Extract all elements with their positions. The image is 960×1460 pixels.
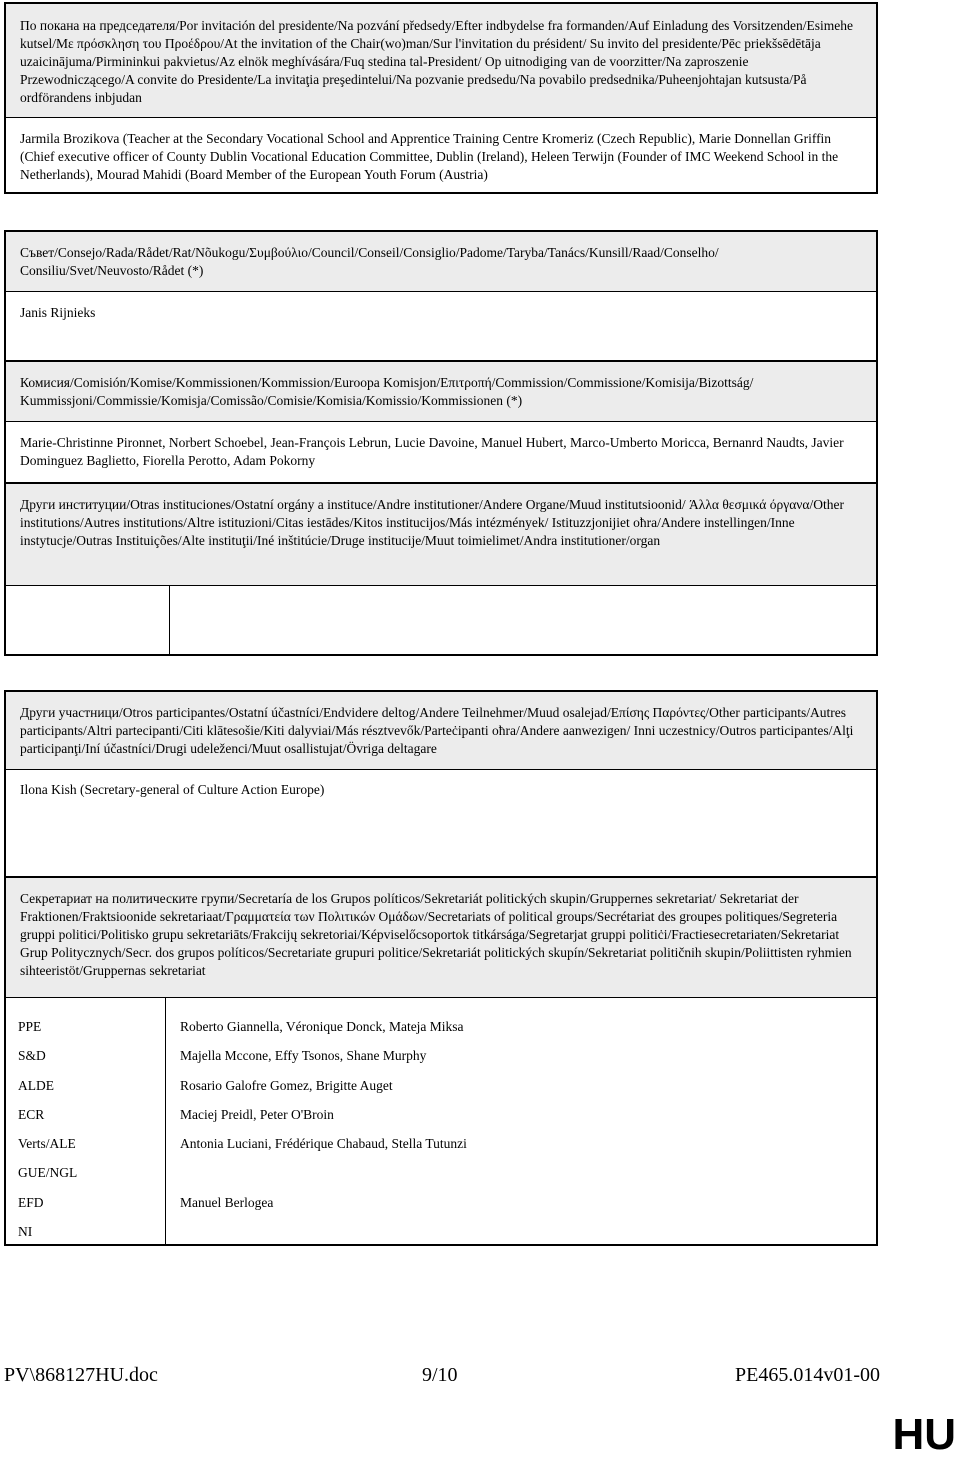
group-members — [180, 1158, 876, 1187]
other-institutions-section — [4, 482, 878, 656]
invitation-content — [6, 118, 876, 196]
other-institutions-right-cell — [170, 586, 876, 656]
group-members — [180, 1217, 876, 1246]
commission-header-text: Комисия/Comisión/Komise/Kommissionen/Kommission/Euroopa Komisjon/Επιτροπή/Commission/Commissione/Komisija/Bizottság/ Kummissjoni/Commissie/Komisja/Comissão/Comisie/Komisia/Komissio/Kommissionen (*) — [20, 375, 754, 408]
council-content — [6, 292, 876, 334]
group-members: Majella Mccone, Effy Tsonos, Shane Murphy — [180, 1048, 427, 1064]
other-institutions-content — [6, 586, 876, 656]
other-institutions-header-text: Други институции/Otras instituciones/Ostatní orgány a instituce/Andre institutioner/Andere Organe/Muud institutsioonid/ Άλλα θεσμικά όργανα/Other institutions/Autres institutions/Altre istituzioni/Citas iestādes/Kitos institucijos/Más intézmények/ Istituzzjonijiet oħra/Andere instellingen/Inne instytucje/Outras Instituições/Alte instituţii/Iné inštitúcie/Druge institucije/Muut toimielimet/Andra institutioner/organ — [20, 497, 844, 548]
group-name: S&D — [18, 1048, 46, 1064]
invitation-header-text: По покана на председателя/Por invitación del presidente/Na pozvání předsedy/Efter indbydelse fra formanden/Auf Einladung des Vorsitzenden/Esimehe kutsel/Με πρόσκληση του Προέδρου/At the invitation of the Chair(wo)man/Sur l'invitation du président/ Su invito del presidente/Pēc priekšsēdētāja uzaicinājuma/Pirmininkui pakvietus/Az elnök meghívására/Fuq stedina tal-President/ Op uitnodiging van de voorzitter/Na zaproszenie Przewodniczącego/A convite do Presidente/La invitaţia preşedintelui/Na pozvanie predsedu/Na povabilo predsednika/Puheenjohtajan kutsusta/På ordförandens inbjudan — [20, 18, 854, 105]
group-name: GUE/NGL — [18, 1165, 78, 1181]
secretariats-section — [4, 876, 878, 1246]
council-header — [6, 232, 876, 292]
secretariats-table — [6, 998, 876, 1244]
group-name: EFD — [18, 1194, 44, 1210]
invitation-section — [4, 2, 878, 194]
council-header-text: Съвет/Consejo/Rada/Rådet/Rat/Nõukogu/Συμβούλιο/Council/Conseil/Consiglio/Padome/Taryba/Tanács/Kunsill/Raad/Conselho/ Consiliu/Svet/Neuvosto/Rådet (*) — [20, 245, 719, 278]
group-name: PPE — [18, 1019, 42, 1034]
invitation-content-text: Jarmila Brozikova (Teacher at the Secondary Vocational School and Apprentice Training Centre Kromeriz (Czech Republic), Marie Donnellan Griffin (Chief executive officer of County Dublin Vocational Education Committee, Dublin (Ireland), Heleen Terwijn (Founder of IMC Weekend School in the Netherlands), Mourad Mahidi (Board Member of the European Youth Forum (Austria) — [20, 131, 839, 182]
council-section — [4, 230, 878, 362]
other-participants-content-text: Ilona Kish (Secretary-general of Culture Action Europe) — [20, 782, 325, 797]
group-name: ALDE — [18, 1077, 54, 1093]
language-code: HU — [892, 1410, 956, 1459]
group-names-column — [6, 998, 166, 1244]
secretariats-header — [6, 878, 876, 998]
pe-reference: PE465.014v01-00 — [735, 1364, 880, 1386]
doc-reference: PV\868127HU.doc — [4, 1364, 158, 1386]
secretariats-header-text: Секретариат на политическите групи/Secretaría de los Grupos políticos/Sekretariát politických skupin/Gruppernes sekretariat/ Sekretariat der Fraktionen/Fraktsioonide sekretariaat/Γραμματεία των Πολιτικών Ομάδων/Secretariats of political groups/Secrétariat des groupes politiques/Segreteria gruppi politici/Politisko grupu sekretariāts/Frakcijų sekretoriai/Képviselőcsoportok titkársága/Segretarjat gruppi politiċi/Fractiesecretariaten/Sekretariat Grup Politycznych/Secr. dos grupos políticos/Secretariate grupuri politice/Sekretariát politických skupín/Sekretariat političnih skupin/Poliittisten ryhmien sihteeristöt/Gruppernas sekretariat — [20, 891, 852, 978]
group-members: Manuel Berlogea — [180, 1194, 274, 1210]
group-members-column — [166, 998, 876, 1244]
commission-section — [4, 360, 878, 484]
group-name: Verts/ALE — [18, 1136, 76, 1152]
group-name: ECR — [18, 1106, 45, 1122]
group-name: NI — [18, 1224, 33, 1240]
commission-header — [6, 362, 876, 422]
invitation-header — [6, 4, 876, 118]
other-participants-header-text: Други участници/Otros participantes/Ostatní účastníci/Endvidere deltog/Andere Teilnehmer/Muud osalejad/Επίσης Παρόντες/Other participants/Autres participants/Altri partecipanti/Citi klātesošie/Kiti dalyviai/Más résztvevők/Parteċipanti oħra/Andere aanwezigen/ Inni uczestnicy/Outros participantes/Alţi participanţi/Iní účastníci/Drugi udeleženci/Muut osallistujat/Övriga deltagare — [20, 705, 854, 756]
group-members: Rosario Galofre Gomez, Brigitte Auget — [180, 1077, 393, 1093]
other-participants-section — [4, 690, 878, 878]
other-institutions-header — [6, 484, 876, 586]
council-content-text: Janis Rijnieks — [20, 305, 96, 320]
other-participants-header — [6, 692, 876, 770]
group-members: Roberto Giannella, Véronique Donck, Mateja Miksa — [180, 1019, 464, 1034]
group-members: Maciej Preidl, Peter O'Broin — [180, 1106, 334, 1122]
commission-content-text: Marie-Christinne Pironnet, Norbert Schoebel, Jean-François Lebrun, Lucie Davoine, Manuel Hubert, Marco-Umberto Moricca, Bernanrd Naudts, Javier Dominguez Baglietto, Fiorella Perotto, Adam Pokorny — [20, 435, 844, 468]
commission-content — [6, 422, 876, 482]
group-members: Antonia Luciani, Frédérique Chabaud, Stella Tutunzi — [180, 1136, 467, 1152]
other-institutions-left-cell — [6, 586, 170, 656]
page-number: 9/10 — [422, 1364, 458, 1386]
other-participants-content — [6, 770, 876, 811]
